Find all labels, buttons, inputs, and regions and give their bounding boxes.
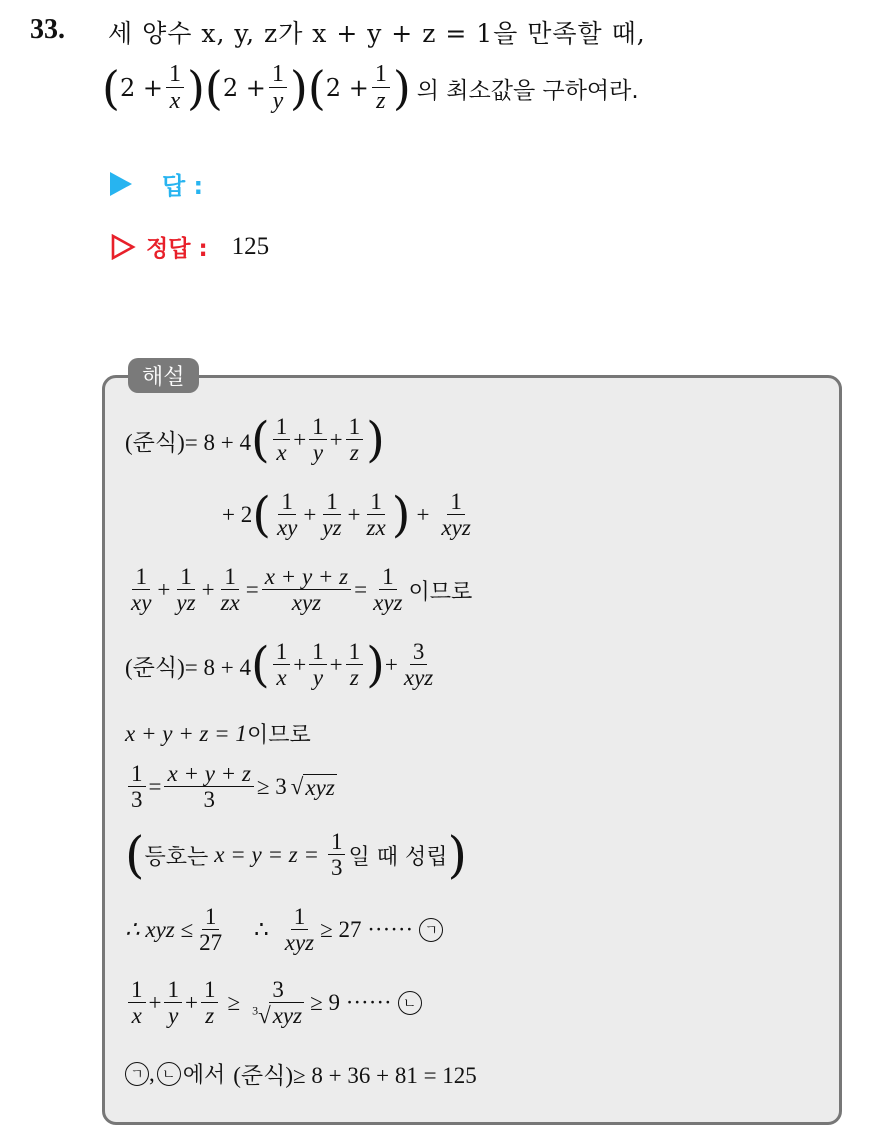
sol-text: x + y + z = 1	[125, 720, 247, 746]
paren-open: (	[252, 487, 271, 544]
frac: $\frac{1}{yz}$	[176, 564, 196, 616]
two-plus: 2 +	[325, 74, 369, 103]
frac: $\frac{1}{xy}$	[276, 489, 298, 541]
paren-open: (	[102, 61, 120, 116]
frac: $\frac{1}{y}$	[164, 978, 182, 1028]
sol-text: 이므로	[408, 579, 473, 605]
frac: $\frac{3}{\text{xyz}}$	[403, 639, 434, 691]
correct-value: 125	[231, 232, 270, 260]
frac: $\frac{1}{\text{xyz}}$	[284, 904, 315, 956]
paren-close: )	[391, 487, 411, 544]
sol-text: 등호는	[144, 844, 209, 870]
sol-line-6: $\frac{1}{3}$ = $\frac{x + y + z}{3}$ ≥ 3 √ xyz	[125, 762, 337, 812]
sol-line-9: $\frac{1}{x}$ + $\frac{1}{y}$ + $\frac{1}{z}$ ≥ $\frac{3}{^3√xyz}$ ≥ 9 ······ ㄴ	[125, 978, 422, 1028]
sol-text: ∴ xyz ≤	[125, 917, 194, 943]
paren-open: (	[250, 412, 270, 469]
frac: $\frac{1}{z}$	[201, 978, 219, 1028]
answer-label: 답 :	[162, 172, 204, 200]
explanation-tag: 해설	[128, 358, 199, 393]
circle-label-2: ㄴ	[157, 1062, 181, 1086]
paren-close: )	[447, 826, 467, 885]
paren-open: (	[250, 637, 270, 694]
paren-close: )	[186, 61, 205, 116]
sol-text: ≥	[227, 990, 241, 1016]
sol-text: ≥ 3	[256, 774, 287, 800]
frac: $\frac{1}{3}$	[328, 830, 346, 880]
frac-1-over-z: $\frac{1}{z}$	[372, 62, 390, 115]
paren-open: (	[204, 61, 223, 116]
outline-arrow-icon	[110, 234, 136, 260]
sol-text: (준식)= 8 + 4	[125, 429, 251, 455]
sol-text: 에서	[182, 1063, 226, 1088]
sol-line-4: (준식)= 8 + 4 ( $\frac{1}{x}$ + $\frac{1}{y}$ + $\frac{1}{z}$ ) + $\frac{3}{\text{xyz}}$	[125, 640, 439, 690]
sol-text: x = y = z =	[214, 842, 319, 868]
frac: $\frac{1}{zx}$	[220, 564, 240, 616]
frac: $\frac{x + y + z}{\text{xyz}}$	[262, 565, 351, 615]
frac: $\frac{1}{z}$	[346, 640, 364, 690]
sol-text: (준식)= 8 + 4	[125, 654, 251, 680]
frac-1-over-x: $\frac{1}{x}$	[166, 62, 184, 115]
sqrt-radicand: xyz	[305, 774, 335, 800]
paren-close: )	[366, 637, 385, 694]
frac: $\frac{1}{y}$	[309, 415, 327, 465]
frac: $\frac{1}{3}$	[128, 762, 146, 812]
question-line-1: 세 양수 x, y, z가 x + y + z = 1을 만족할 때,	[108, 19, 646, 48]
play-arrow-icon	[110, 172, 132, 196]
sol-line-10: ㄱ , ㄴ 에서 (준식)≥ 8 + 36 + 81 = 125	[125, 1057, 477, 1090]
sol-line-3: $\frac{1}{xy}$ + $\frac{1}{yz}$ + $\frac{1}{zx}$ = $\frac{x + y + z}{\text{xyz}}$ = $\frac{1}{\text{xyz}}$ 이므로	[125, 565, 472, 615]
frac: $\frac{1}{\text{xyz}}$	[373, 564, 403, 616]
sol-line-5	[125, 718, 311, 749]
two-plus: 2 +	[222, 74, 266, 103]
frac: $\frac{x + y + z}{3}$	[164, 762, 253, 812]
question-line-2	[102, 62, 639, 115]
frac: $\frac{1}{x}$	[273, 415, 291, 465]
frac: $\frac{1}{x}$	[128, 978, 146, 1028]
sol-line-2: + 2 ( $\frac{1}{xy}$ + $\frac{1}{yz}$ + $\frac{1}{zx}$ ) + $\frac{1}{\text{xyz}}$	[222, 490, 477, 540]
frac: $\frac{1}{y}$	[309, 640, 327, 690]
frac: $\frac{1}{xy}$	[131, 564, 152, 616]
paren-close: )	[289, 61, 308, 116]
frac: $\frac{1}{27}$	[199, 904, 223, 956]
sol-text: 이므로	[246, 723, 311, 748]
frac-1-over-y: $\frac{1}{y}$	[269, 62, 287, 115]
paren-open: (	[125, 826, 145, 885]
paren-open: (	[307, 61, 326, 116]
correct-answer-row	[110, 230, 269, 263]
correct-label: 정답 :	[146, 236, 208, 262]
circle-label-1: ㄱ	[125, 1062, 149, 1086]
sol-line-7	[125, 826, 467, 885]
frac: $\frac{1}{zx}$	[366, 489, 386, 541]
sol-line-1: (준식)= 8 + 4 ( $\frac{1}{x}$ + $\frac{1}{y}$ + $\frac{1}{z}$ )	[125, 412, 385, 469]
paren-close: )	[392, 61, 411, 116]
frac: $\frac{1}{z}$	[346, 415, 364, 465]
circle-label-1: ㄱ	[419, 918, 443, 942]
sol-text: ≥ 27 ······	[320, 917, 414, 943]
sol-text: ≥ 9 ······	[310, 990, 392, 1016]
sol-text: (준식)≥ 8 + 36 + 81 = 125	[233, 1063, 477, 1088]
sol-text: 일 때 성립	[348, 844, 448, 870]
frac: $\frac{1}{yz}$	[322, 489, 342, 541]
question-suffix: 의 최소값을 구하여라.	[416, 77, 639, 104]
paren-close: )	[366, 412, 385, 469]
circle-label-2: ㄴ	[398, 991, 422, 1015]
sol-line-8	[125, 905, 443, 955]
two-plus: 2 +	[119, 74, 163, 103]
frac: $\frac{1}{\text{xyz}}$	[441, 489, 471, 541]
sol-text: + 2	[222, 502, 253, 528]
answer-row	[110, 166, 203, 201]
frac: $\frac{3}{^3√xyz}$	[252, 977, 303, 1029]
frac: $\frac{1}{x}$	[273, 640, 291, 690]
sol-text: ∴	[254, 917, 269, 943]
question-number: 33.	[30, 14, 65, 45]
sol-text: +	[416, 502, 430, 528]
